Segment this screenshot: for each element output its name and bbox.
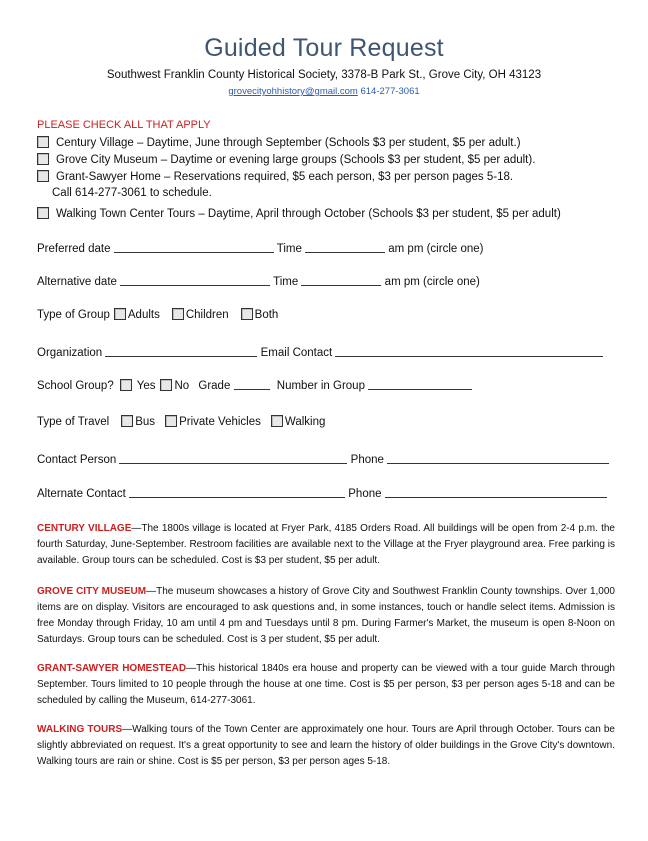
phone-label: Phone bbox=[350, 454, 384, 466]
yes-label: Yes bbox=[136, 380, 156, 392]
century-village-heading: CENTURY VILLAGE bbox=[37, 523, 132, 534]
checkbox-adults[interactable] bbox=[114, 308, 126, 320]
grade-label: Grade bbox=[198, 380, 231, 392]
option-grove-city-museum bbox=[37, 153, 535, 166]
century-village-text: —The 1800s village is located at Fryer Park, 4185 Orders Road. All buildings will be open from 2-4 p.m. the fourth Saturday, June-September. Restroom facilities are available next to the Village at the Fryer playground area. Free parking is available. Group tours can be scheduled. Cost is $3 per student, $5 per adult. bbox=[37, 523, 615, 566]
page-title: Guided Tour Request bbox=[204, 34, 444, 62]
contact-person-row bbox=[37, 452, 609, 466]
alternate-contact-row bbox=[37, 486, 607, 500]
option-grant-sawyer-home bbox=[37, 170, 513, 183]
organization-label: Organization bbox=[37, 347, 103, 359]
alternative-date-label: Alternative date bbox=[37, 276, 117, 288]
contact-person-label: Contact Person bbox=[37, 454, 117, 466]
alternative-date-row bbox=[37, 274, 480, 288]
walking-tours-heading: WALKING TOURS bbox=[37, 724, 123, 735]
alternate-contact-input[interactable] bbox=[129, 486, 345, 498]
contact-person-input[interactable] bbox=[119, 452, 347, 464]
grove-city-museum-text: —The museum showcases a history of Grove City and Southwest Franklin County townships. Over 1,000 items are on display. Visitors are encouraged to ask questions and, in some instances, touch or handle select items. Admission is free Monday through Friday, 10 am until 4 pm and Tuesdays until 8 pm. During Farmer's Market, the museum is open 8-Noon on Saturdays. Group tours can be scheduled. Cost is 3 per student, $5 per adult. bbox=[37, 586, 615, 645]
type-of-travel-row bbox=[37, 415, 325, 428]
alternate-phone-input[interactable] bbox=[385, 486, 607, 498]
checkbox-bus[interactable] bbox=[121, 415, 133, 427]
option-label: Century Village – Daytime, June through September (Schools $3 per student, $5 per adult.) bbox=[56, 137, 521, 149]
walking-label: Walking bbox=[284, 416, 326, 428]
adults-label: Adults bbox=[127, 309, 160, 321]
preferred-date-label: Preferred date bbox=[37, 243, 111, 255]
walking-tours-text: —Walking tours of the Town Center are approximately one hour. Tours are April through October. Tours can be slightly abbreviated on request. It's a great opportunity to see and learn the history of older buildings in the Grove City's downtown. Walking tours are rain or shine. Cost is $5 per person, $3 per person ages 5-18. bbox=[37, 724, 615, 767]
checkbox-walking[interactable] bbox=[271, 415, 283, 427]
number-in-group-label: Number in Group bbox=[276, 380, 365, 392]
check-all-heading: PLEASE CHECK ALL THAT APPLY bbox=[37, 119, 211, 131]
type-of-travel-label: Type of Travel bbox=[37, 416, 110, 428]
century-village-description bbox=[37, 521, 615, 569]
checkbox-private-vehicles[interactable] bbox=[165, 415, 177, 427]
alternative-date-input[interactable] bbox=[120, 274, 270, 286]
time-label: Time bbox=[276, 243, 302, 255]
school-group-row bbox=[37, 378, 472, 392]
checkbox-both[interactable] bbox=[241, 308, 253, 320]
schedule-note: Call 614-277-3061 to schedule. bbox=[52, 187, 212, 199]
grant-sawyer-description bbox=[37, 661, 615, 709]
time-label: Time bbox=[273, 276, 299, 288]
option-label: Grove City Museum – Daytime or evening large groups (Schools $3 per student, $5 per adult). bbox=[56, 154, 536, 166]
type-of-group-row bbox=[37, 308, 278, 321]
preferred-date-input[interactable] bbox=[114, 241, 274, 253]
both-label: Both bbox=[254, 309, 279, 321]
grove-city-museum-heading: GROVE CITY MUSEUM bbox=[37, 586, 147, 597]
email-contact-input[interactable] bbox=[335, 345, 603, 357]
contact-line bbox=[0, 86, 648, 97]
private-vehicles-label: Private Vehicles bbox=[179, 416, 261, 428]
preferred-time-input[interactable] bbox=[305, 241, 385, 253]
option-label: Grant-Sawyer Home – Reservations required, $5 each person, $3 per person pages 5-18. bbox=[56, 171, 514, 183]
grant-sawyer-text: —This historical 1840s era house and property can be viewed with a tour guide March through September. Tours limited to 10 people through the house at one time. Cost is $5 per person, $3 per person ages 5-18 and can be scheduled by calling the Museum, 614-277-3061. bbox=[37, 663, 615, 706]
checkbox-yes[interactable] bbox=[120, 379, 132, 391]
checkbox-walking-tours[interactable] bbox=[37, 207, 49, 219]
number-in-group-input[interactable] bbox=[368, 378, 472, 390]
school-group-label: School Group? bbox=[37, 380, 114, 392]
organization-address: Southwest Franklin County Historical Society, 3378-B Park St., Grove City, OH 43123 bbox=[106, 69, 542, 81]
grade-input[interactable] bbox=[234, 378, 270, 390]
email-link[interactable]: grovecityohhistory@gmail.com bbox=[228, 86, 358, 97]
phone-number: 614-277-3061 bbox=[360, 86, 420, 97]
checkbox-no[interactable] bbox=[160, 379, 172, 391]
am-pm-label: am pm (circle one) bbox=[388, 243, 484, 255]
contact-phone-input[interactable] bbox=[387, 452, 609, 464]
grove-city-museum-description bbox=[37, 584, 615, 648]
checkbox-grove-city-museum[interactable] bbox=[37, 153, 49, 165]
option-label: Walking Town Center Tours – Daytime, April through October (Schools $3 per student, $5 per adult) bbox=[56, 208, 561, 220]
option-century-village bbox=[37, 136, 521, 149]
walking-tours-description bbox=[37, 722, 615, 770]
checkbox-grant-sawyer-home[interactable] bbox=[37, 170, 49, 182]
alternate-contact-label: Alternate Contact bbox=[37, 488, 126, 500]
email-contact-label: Email Contact bbox=[260, 347, 333, 359]
option-walking-tours bbox=[37, 207, 561, 220]
checkbox-children[interactable] bbox=[172, 308, 184, 320]
grant-sawyer-heading: GRANT-SAWYER HOMESTEAD bbox=[37, 663, 187, 674]
bus-label: Bus bbox=[135, 416, 156, 428]
type-of-group-label: Type of Group bbox=[37, 309, 110, 321]
no-label: No bbox=[174, 380, 190, 392]
organization-row bbox=[37, 345, 603, 359]
children-label: Children bbox=[185, 309, 229, 321]
alternative-time-input[interactable] bbox=[301, 274, 381, 286]
am-pm-label: am pm (circle one) bbox=[384, 276, 480, 288]
preferred-date-row bbox=[37, 241, 483, 255]
checkbox-century-village[interactable] bbox=[37, 136, 49, 148]
organization-input[interactable] bbox=[105, 345, 257, 357]
phone-label: Phone bbox=[348, 488, 382, 500]
